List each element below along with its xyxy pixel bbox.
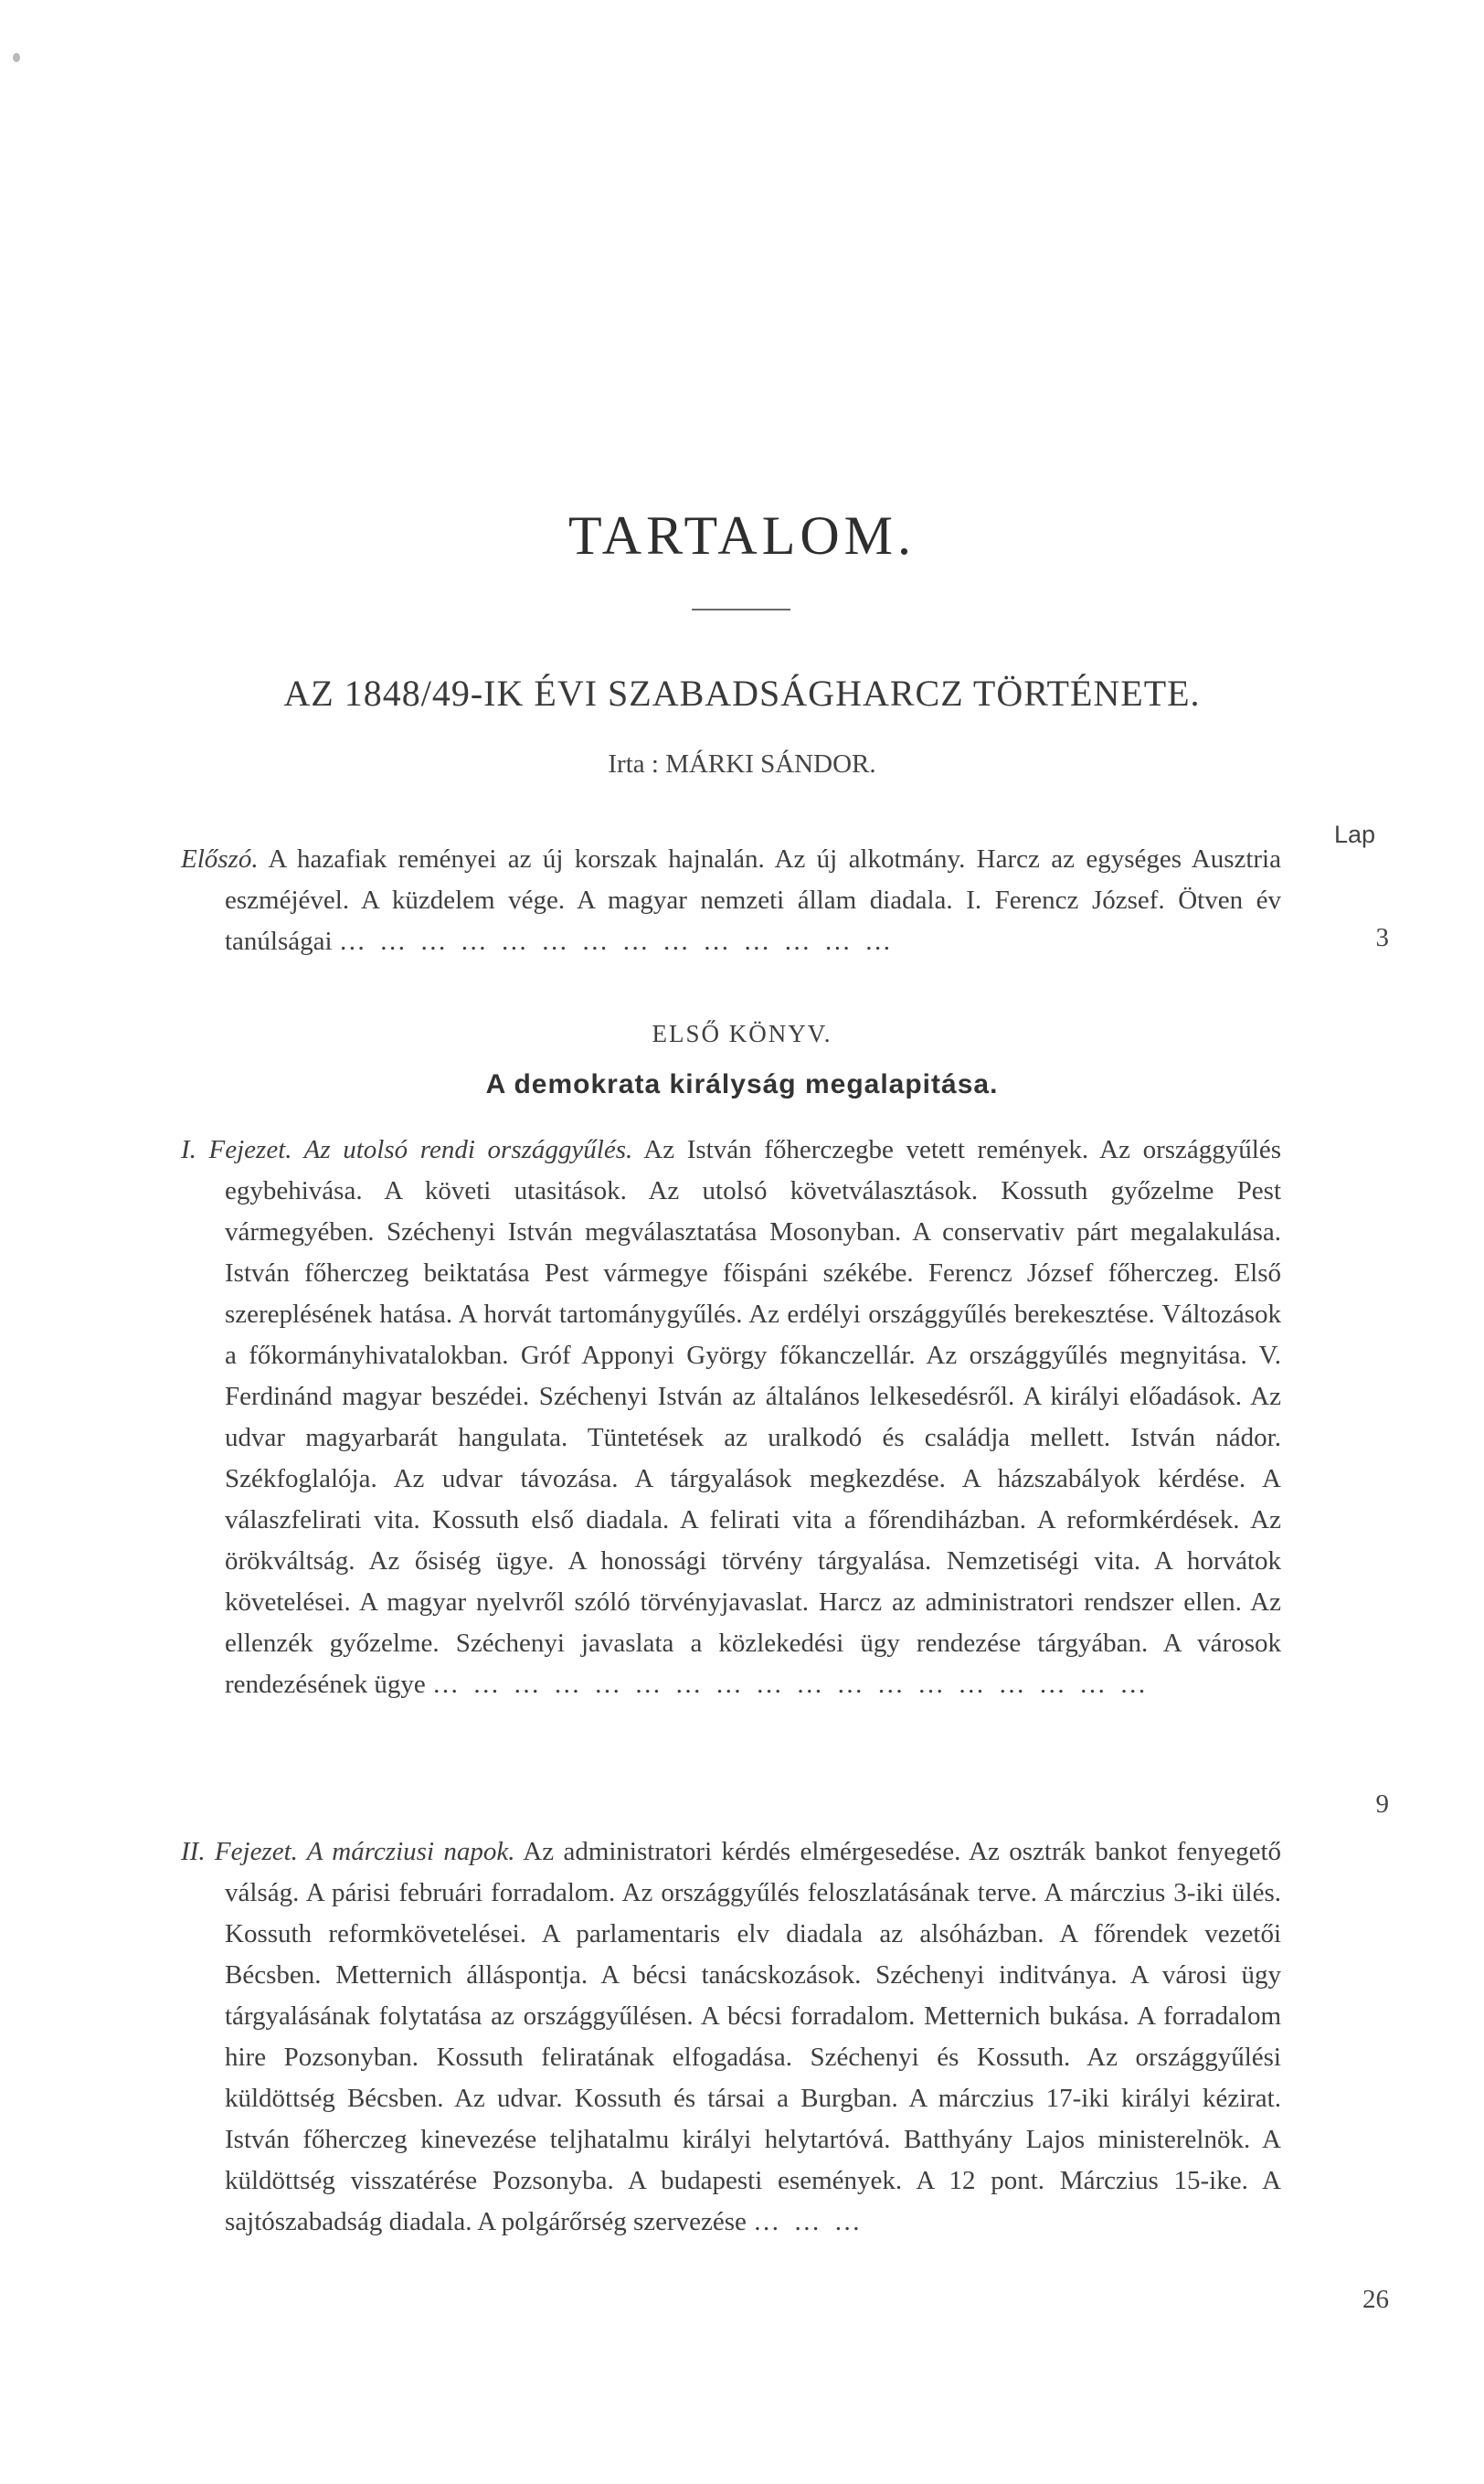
entry-lead: II. Fejezet. A márcziusi napok. xyxy=(181,1837,515,1866)
entry-text: Az administratori kérdés elmérgesedése. Az osztrák bankot fenyegető válság. A párisi februári forradalom. Az országgyűlés feloszlatásának terve. A márczius 3-iki ülés. Kossuth reformkövetelései. A parlamentaris elv diadala az alsóházban. A főrendek vezetői Bécsben. Metternich álláspontja. A bécsi tanácskozások. Széchenyi inditványa. A városi ügy tárgyalásának folytatása az országgyűlésen. A bécsi forradalom. Metternich bukása. A forradalom hire Pozsonyban. Kossuth feliratának elfogadása. Széchenyi és Kossuth. Az országgyűlési küldöttség Bécsben. Az udvar. Kossuth és társai a Burgban. A márczius 17-iki királyi kézirat. István főherczeg kinevezése teljhatalmu királyi helytartóvá. Batthyány Lajos ministerelnök. A küldöttség visszatérése Pozsonyba. A budapesti események. A 12 pont. Márczius 15-ike. A sajtószabadság diadala. A polgárőrség szervezése xyxy=(225,1837,1281,2236)
work-title: AZ 1848/49-IK ÉVI SZABADSÁGHARCZ TÖRTÉNETE. xyxy=(283,673,1201,714)
page-number: 26 xyxy=(1362,2285,1389,2314)
page-number: 9 xyxy=(1375,1789,1389,1819)
leader-dots: … … … … … … … … … … … … … … xyxy=(338,927,896,956)
entry-text: A hazafiak reményei az új korszak hajnalán. Az új alkotmány. Harcz az egységes Ausztria eszméjével. A küzdelem vége. A magyar nemzeti állam diadala. I. Ferencz József. Ötven év tanúlságai xyxy=(225,844,1281,956)
page-title: TARTALOM. xyxy=(567,505,917,566)
print-speck xyxy=(13,53,20,62)
toc-entry-chapter-2 xyxy=(181,1831,1281,2243)
leader-dots: … … … xyxy=(753,2207,864,2236)
toc-entry-chapter-1 xyxy=(181,1130,1281,1705)
title-divider xyxy=(692,609,790,610)
leader-dots: … … … … … … … … … … … … … … … … … … xyxy=(432,1670,1150,1699)
entry-lead: Előszó. xyxy=(181,844,259,874)
page-number: 3 xyxy=(1375,923,1389,952)
author-line: Irta : MÁRKI SÁNDOR. xyxy=(608,749,876,779)
book-subtitle: A demokrata királyság megalapitása. xyxy=(485,1069,999,1099)
entry-text: Az István főherczegbe vetett remények. Az országgyűlés egybehivása. A követi utasitások. Az utolsó követválasztások. Kossuth győzelme Pest vármegyében. Széchenyi István megválasztatása Mosonyban. A conservativ párt megalakulása. István főherczeg beiktatása Pest vármegye főispáni székébe. Ferencz József főherczeg. Első szereplésének hatása. A horvát tartománygyűlés. Az erdélyi országgyűlés berekesztése. Változások a főkormányhivatalokban. Gróf Apponyi György főkanczellár. Az országgyűlés megnyitása. V. Ferdinánd magyar beszédei. Széchenyi István az általános lelkesedésről. A királyi előadások. Az udvar magyarbarát hangulata. Tüntetések az uralkodó és családja mellett. István nádor. Székfoglalója. Az udvar távozása. A tárgyalások megkezdése. A házszabályok kérdése. A válaszfelirati vita. Kossuth első diadala. A felirati vita a főrendiházban. A reformkérdések. Az örökváltság. Az ősiség ügye. A honossági törvény tárgyalása. Nemzetiségi vita. A horvátok követelései. A magyar nyelvről szóló törvényjavaslat. Harcz az administratori rendszer ellen. Az ellenzék győzelme. Széchenyi javaslata a közlekedési ügy rendezése tárgyában. A városok rendezésének ügye xyxy=(225,1135,1281,1699)
book-heading: ELSŐ KÖNYV. xyxy=(652,1020,832,1047)
toc-entry-preface xyxy=(181,839,1281,962)
page-column-label: Lap xyxy=(1334,821,1376,848)
entry-lead: I. Fejezet. Az utolsó rendi országgyűlés. xyxy=(181,1135,633,1164)
